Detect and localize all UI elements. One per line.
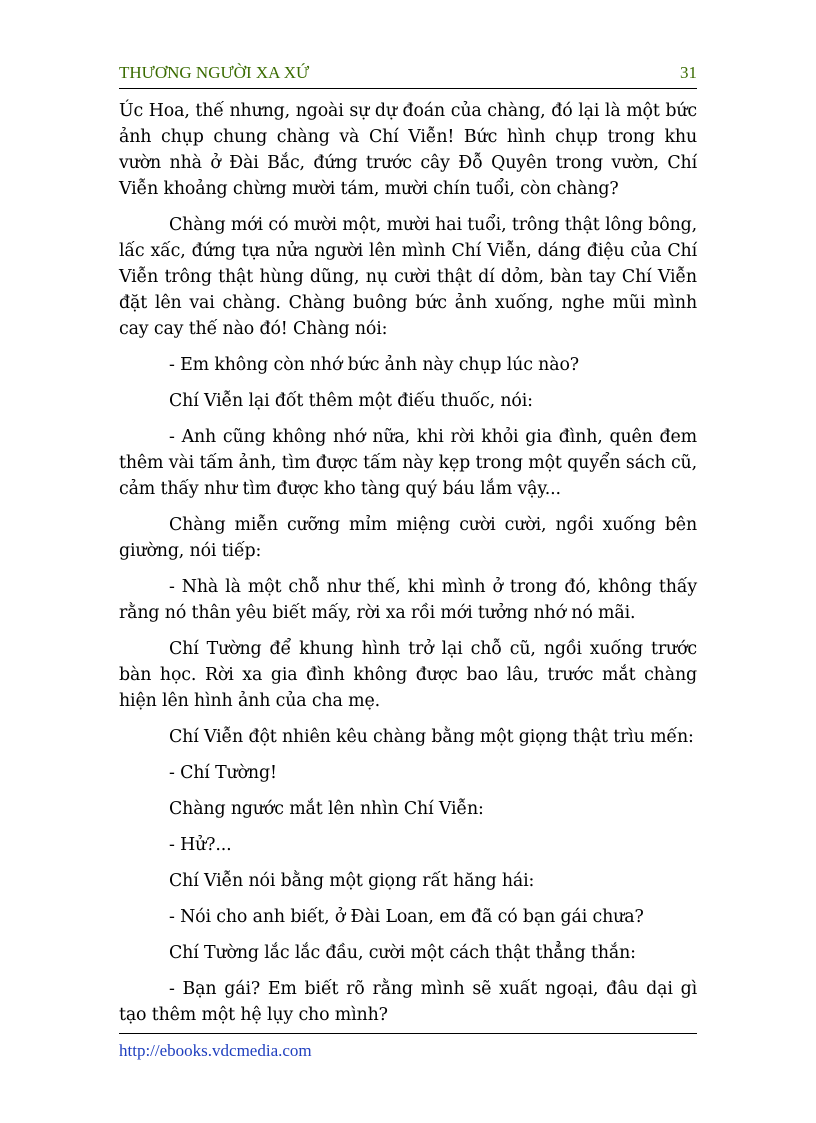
paragraph: Chàng miễn cưỡng mỉm miệng cười cười, ngồi xuống bên giường, nói tiếp: (119, 515, 697, 561)
paragraph: Úc Hoa, thế nhưng, ngoài sự dự đoán của chàng, đó lại là một bức ảnh chụp chung chàng và Chí Viễn! Bức hình chụp trong khu vườn nhà ở Đài Bắc, đứng trước cây Đỗ Quyên trong vườn, Chí Viễn khoảng chừng mười tám, mười chín tuổi, còn chàng? (119, 101, 697, 199)
paragraph: Chàng mới có mười một, mười hai tuổi, trông thật lông bông, lấc xấc, đứng tựa nửa người lên mình Chí Viễn, dáng điệu của Chí Viễn trông thật hùng dũng, nụ cười thật dí dỏm, bàn tay Chí Viễn đặt lên vai chàng. Chàng buông bức ảnh xuống, nghe mũi mình cay cay thế nào đó! Chàng nói: (119, 215, 697, 339)
page-header (119, 63, 697, 83)
paragraph: - Hử?... (169, 835, 232, 855)
paragraph: - Anh cũng không nhớ nữa, khi rời khỏi gia đình, quên đem thêm vài tấm ảnh, tìm được tấm này kẹp trong một quyển sách cũ, cảm thấy như tìm được kho tàng quý báu lắm vậy... (119, 427, 697, 499)
page-number: 31 (680, 63, 697, 82)
paragraph: - Em không còn nhớ bức ảnh này chụp lúc nào? (169, 355, 579, 375)
paragraph: - Nói cho anh biết, ở Đài Loan, em đã có bạn gái chưa? (169, 907, 644, 927)
paragraph: - Bạn gái? Em biết rõ rằng mình sẽ xuất ngoại, đâu dại gì tạo thêm một hệ lụy cho mình? (119, 979, 697, 1025)
paragraph: Chí Viễn nói bằng một giọng rất hăng hái: (169, 871, 535, 891)
paragraph: Chí Tường để khung hình trở lại chỗ cũ, ngồi xuống trước bàn học. Rời xa gia đình không được bao lâu, trước mắt chàng hiện lên hình ảnh của cha mẹ. (119, 639, 697, 711)
running-title: THƯƠNG NGƯỜI XA XỨ (119, 63, 310, 82)
page-body (119, 98, 697, 1038)
paragraph: - Chí Tường! (169, 763, 277, 783)
paragraph: - Nhà là một chỗ như thế, khi mình ở trong đó, không thấy rằng nó thân yêu biết mấy, rời xa rồi mới tưởng nhớ nó mãi. (119, 577, 697, 623)
footer-divider (119, 1033, 697, 1034)
paragraph: Chí Viễn đột nhiên kêu chàng bằng một giọng thật trìu mến: (169, 727, 694, 747)
source-link[interactable]: http://ebooks.vdcmedia.com (119, 1041, 312, 1060)
header-divider (119, 88, 697, 89)
paragraph: Chí Viễn lại đốt thêm một điếu thuốc, nói: (169, 391, 533, 411)
paragraph: Chàng ngước mắt lên nhìn Chí Viễn: (169, 799, 484, 819)
paragraph: Chí Tường lắc lắc đầu, cười một cách thật thẳng thắn: (169, 943, 636, 963)
